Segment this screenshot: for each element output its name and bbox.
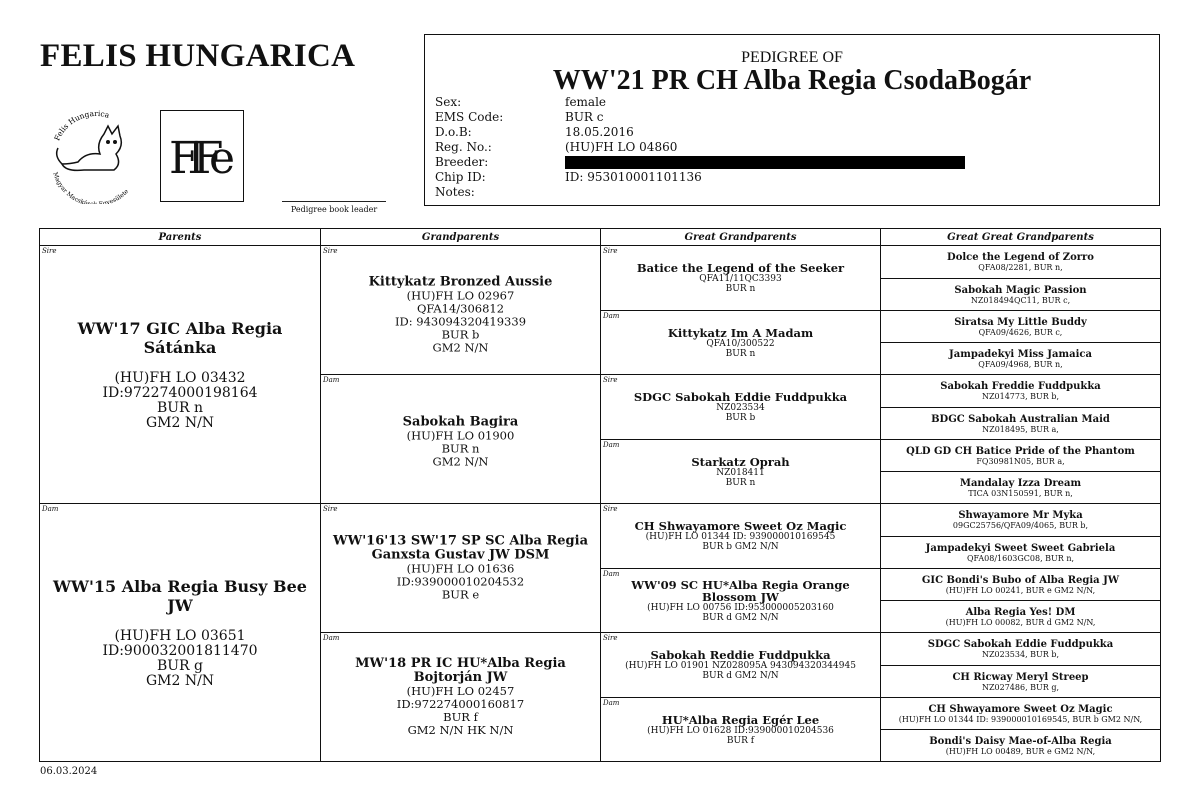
dam-tag: Dam <box>603 312 620 320</box>
parent-dam-l4: GM2 N/N <box>145 672 215 689</box>
ggg-5-name: Sabokah Freddie Fuddpukka <box>940 381 1101 392</box>
ggg-5 <box>881 375 1160 408</box>
ems-value: BUR c <box>565 110 604 124</box>
ggg-3-l1: QFA09/4626, BUR c, <box>978 327 1063 337</box>
ggg-12-name: Alba Regia Yes! DM <box>965 606 1076 618</box>
parent-dam <box>40 504 321 761</box>
grandparent-3-name: WW'16'13 SW'17 SP SC Alba Regia Ganxsta Gustav JW DSM <box>333 533 588 563</box>
ggg-9-l1: 09GC25756/QFA09/4065, BUR b, <box>952 521 1089 530</box>
dam-tag: Dam <box>603 441 620 449</box>
dob-value: 18.05.2016 <box>565 125 634 139</box>
fife-logo <box>160 110 244 202</box>
parent-sire-l1: (HU)FH LO 03432 <box>114 369 246 386</box>
notes-label: Notes: <box>435 185 475 199</box>
ggg-15-name: CH Shwayamore Sweet Oz Magic <box>928 703 1113 715</box>
grandparent-1-name: Kittykatz Bronzed Aussie <box>368 274 553 290</box>
ggg-10 <box>881 537 1160 569</box>
grandparent-3-l3: BUR e <box>441 587 480 602</box>
grandparent-1-l5: GM2 N/N <box>432 340 489 355</box>
grandparent-1 <box>321 246 601 375</box>
ggg-14-l1: NZ027486, BUR g, <box>981 682 1060 692</box>
ggg-16-name: Bondi's Daisy Mae-of-Alba Regia <box>929 735 1112 747</box>
sire-tag: Sire <box>42 247 57 255</box>
great-grandparent-3-name: SDGC Sabokah Eddie Fuddpukka <box>633 390 848 404</box>
great-grandparent-6 <box>601 569 881 633</box>
cat-name: WW'21 PR CH Alba Regia CsodaBogár <box>552 65 1032 96</box>
great-grandparent-2-l1: QFA10/300522 <box>706 338 775 349</box>
great-grandparent-4-name: Starkatz Oprah <box>691 454 790 469</box>
ggg-3-name: Siratsa My Little Buddy <box>954 316 1087 328</box>
great-grandparent-5-l2: BUR b GM2 N/N <box>702 542 779 552</box>
parent-sire-l3: BUR n <box>156 399 204 416</box>
col-head-parents: Parents <box>40 229 321 246</box>
grandparent-2-l2: BUR n <box>441 441 480 456</box>
great-grandparent-3-l1: NZ023534 <box>716 403 765 413</box>
ggg-11-name: GIC Bondi's Bubo of Alba Regia JW <box>921 574 1120 586</box>
great-grandparent-7-l2: BUR d GM2 N/N <box>702 671 779 681</box>
great-grandparent-1 <box>601 246 881 311</box>
col-head-great-great-grandparents: Great Great Grandparents <box>881 229 1160 246</box>
ggg-16-l1: (HU)FH LO 00489, BUR e GM2 N/N, <box>945 746 1096 756</box>
grandparent-2-l3: GM2 N/N <box>432 454 489 469</box>
grandparent-2-name: Sabokah Bagira <box>402 414 519 430</box>
ggg-11 <box>881 569 1160 601</box>
ems-label: EMS Code: <box>435 110 504 124</box>
great-grandparent-2-l2: BUR n <box>725 348 756 359</box>
grandparent-4-l3: BUR f <box>443 710 478 724</box>
dam-tag: Dam <box>323 376 340 384</box>
ggg-7-l1: FQ30981N05, BUR a, <box>976 456 1065 466</box>
ggg-15 <box>881 698 1160 730</box>
parent-dam-l2: ID:900032001811470 <box>102 642 258 659</box>
great-grandparent-8 <box>601 698 881 761</box>
ggg-1-l1: QFA08/2281, BUR n, <box>978 263 1063 272</box>
grandparent-4 <box>321 633 601 761</box>
dam-tag: Dam <box>323 634 340 642</box>
great-grandparent-5-name: CH Shwayamore Sweet Oz Magic <box>634 519 847 533</box>
ggg-13 <box>881 633 1160 666</box>
pedigree-header-box <box>424 34 1160 206</box>
ggg-13-l1: NZ023534, BUR b, <box>981 650 1060 659</box>
pedigree-grid <box>39 228 1161 762</box>
great-grandparent-1-name: Batice the Legend of the Seeker <box>636 261 845 275</box>
ggg-6 <box>881 408 1160 440</box>
parent-dam-name: WW'15 Alba Regia Busy Bee JW <box>53 576 307 615</box>
grandparent-3-l1: (HU)FH LO 01636 <box>406 561 515 576</box>
ggg-9 <box>881 504 1160 537</box>
ggg-8-name: Mandalay Izza Dream <box>959 477 1082 489</box>
dob-label: D.o.B: <box>435 125 472 139</box>
great-grandparent-8-name: HU*Alba Regia Egér Lee <box>661 712 820 727</box>
ggg-14 <box>881 666 1160 698</box>
dam-tag: Dam <box>42 505 59 513</box>
great-grandparent-6-l1: (HU)FH LO 00756 ID:953000005203160 <box>647 602 834 613</box>
grandparent-1-l2: QFA14/306812 <box>416 301 505 316</box>
sire-tag: Sire <box>603 505 618 513</box>
pedigree-of-label: PEDIGREE OF <box>741 49 843 66</box>
svg-text:Magyar Macskások Egyesülete: Magyar Macskás gyesülete <box>51 171 131 204</box>
parent-sire-name: WW'17 GIC Alba Regia Sátánka <box>77 318 283 357</box>
ggg-14-name: CH Ricway Meryl Streep <box>952 671 1089 683</box>
grandparent-3-l2: ID:939000010204532 <box>396 574 525 589</box>
ggg-1 <box>881 246 1160 279</box>
great-grandparent-6-name: WW'09 SC HU*Alba Regia Orange Blossom JW <box>631 577 850 604</box>
ggg-10-l1: QFA08/1603GC08, BUR n, <box>966 553 1075 563</box>
great-grandparent-3-l2: BUR b <box>725 413 756 423</box>
parent-sire <box>40 246 321 504</box>
grandparent-1-l3: ID: 943094320419339 <box>394 314 527 329</box>
ggg-7 <box>881 440 1160 472</box>
grandparent-1-l4: BUR b <box>441 327 480 342</box>
grandparent-1-l1: (HU)FH LO 02967 <box>406 288 515 303</box>
great-grandparent-6-l2: BUR d GM2 N/N <box>702 612 779 623</box>
grandparent-2 <box>321 375 601 504</box>
great-grandparent-4 <box>601 440 881 504</box>
parent-sire-l2: ID:972274000198164 <box>102 384 258 401</box>
parent-dam-l1: (HU)FH LO 03651 <box>114 627 246 644</box>
great-grandparent-7-l1: (HU)FH LO 01901 NZ028095A 943094320344945 <box>625 661 856 671</box>
ggg-12 <box>881 601 1160 633</box>
sire-tag: Sire <box>323 247 338 255</box>
signature-label: Pedigree book leader <box>290 205 378 214</box>
col-head-grandparents: Grandparents <box>321 229 601 246</box>
ggg-4 <box>881 343 1160 375</box>
grandparent-2-l1: (HU)FH LO 01900 <box>406 428 515 443</box>
ggg-7-name: QLD GD CH Batice Pride of the Phantom <box>906 445 1135 457</box>
ggg-4-name: Jampadekyi Miss Jamaica <box>949 348 1092 360</box>
ggg-2 <box>881 279 1160 311</box>
great-grandparent-5 <box>601 504 881 569</box>
ggg-13-name: SDGC Sabokah Eddie Fuddpukka <box>927 639 1114 650</box>
col-head-great-grandparents: Great Grandparents <box>601 229 881 246</box>
dam-tag: Dam <box>603 699 620 707</box>
breeder-label: Breeder: <box>435 155 489 169</box>
grandparent-4-l1: (HU)FH LO 02457 <box>406 684 515 698</box>
felis-hungarica-logo <box>44 104 148 204</box>
grandparent-4-l2: ID:972274000160817 <box>396 697 525 711</box>
great-grandparent-8-l1: (HU)FH LO 01628 ID:939000010204536 <box>647 725 834 736</box>
organization-title: FELIS HUNGARICA <box>40 38 356 74</box>
great-grandparent-8-l2: BUR f <box>726 735 755 746</box>
ggg-9-name: Shwayamore Mr Myka <box>958 510 1083 521</box>
great-grandparent-2 <box>601 311 881 375</box>
ggg-6-name: BDGC Sabokah Australian Maid <box>931 413 1110 425</box>
breeder-redacted <box>565 156 965 169</box>
sire-tag: Sire <box>323 505 338 513</box>
parent-dam-l3: BUR g <box>156 657 204 674</box>
sire-tag: Sire <box>603 247 618 255</box>
great-grandparent-1-l1: QFA11/11QC3393 <box>699 274 782 284</box>
ggg-8 <box>881 472 1160 504</box>
chip-value: ID: 953010001101136 <box>565 170 702 184</box>
sex-value: female <box>565 95 607 109</box>
signature-line <box>282 201 386 202</box>
grandparent-3 <box>321 504 601 633</box>
ggg-16 <box>881 730 1160 761</box>
great-grandparent-7-name: Sabokah Reddie Fuddpukka <box>650 648 831 662</box>
footer-date: 06.03.2024 <box>40 766 98 777</box>
great-grandparent-4-l1: NZ018411 <box>716 467 765 478</box>
regno-label: Reg. No.: <box>435 140 492 154</box>
ggg-11-l1: (HU)FH LO 00241, BUR e GM2 N/N, <box>945 585 1096 595</box>
svg-text:FIFe: FIFe <box>169 133 235 184</box>
ggg-5-l1: NZ014773, BUR b, <box>981 392 1060 401</box>
great-grandparent-2-name: Kittykatz Im A Madam <box>667 325 814 340</box>
ggg-2-name: Sabokah Magic Passion <box>954 284 1087 296</box>
ggg-3 <box>881 311 1160 343</box>
sex-label: Sex: <box>435 95 462 109</box>
ggg-12-l1: (HU)FH LO 00082, BUR d GM2 N/N, <box>945 617 1096 627</box>
ggg-4-l1: QFA09/4968, BUR n, <box>978 359 1063 369</box>
sire-tag: Sire <box>603 376 618 384</box>
ggg-15-l1: (HU)FH LO 01344 ID: 939000010169545, BUR b GM2 N/N, <box>898 714 1143 724</box>
grandparent-4-name: MW'18 PR IC HU*Alba Regia Bojtorján JW <box>355 656 566 685</box>
dam-tag: Dam <box>603 570 620 578</box>
notes-value <box>565 185 985 200</box>
chip-label: Chip ID: <box>435 170 486 184</box>
parent-sire-l4: GM2 N/N <box>145 414 215 431</box>
svg-text:Felis Hungarica: Felis Hungarica <box>52 108 111 143</box>
regno-value: (HU)FH LO 04860 <box>565 140 678 154</box>
sire-tag: Sire <box>603 634 618 642</box>
great-grandparent-7 <box>601 633 881 698</box>
ggg-10-name: Jampadekyi Sweet Sweet Gabriela <box>925 542 1116 554</box>
grandparent-4-l4: GM2 N/N HK N/N <box>407 723 514 737</box>
ggg-2-l1: NZ018494QC11, BUR c, <box>970 295 1071 305</box>
cat-info <box>435 95 985 200</box>
ggg-6-l1: NZ018495, BUR a, <box>982 424 1059 434</box>
great-grandparent-5-l1: (HU)FH LO 01344 ID: 939000010169545 <box>645 532 836 542</box>
great-grandparent-1-l2: BUR n <box>725 284 756 294</box>
ggg-8-l1: TICA 03N150591, BUR n, <box>968 488 1073 498</box>
ggg-1-name: Dolce the Legend of Zorro <box>947 252 1094 263</box>
great-grandparent-3 <box>601 375 881 440</box>
great-grandparent-4-l2: BUR n <box>725 477 756 488</box>
